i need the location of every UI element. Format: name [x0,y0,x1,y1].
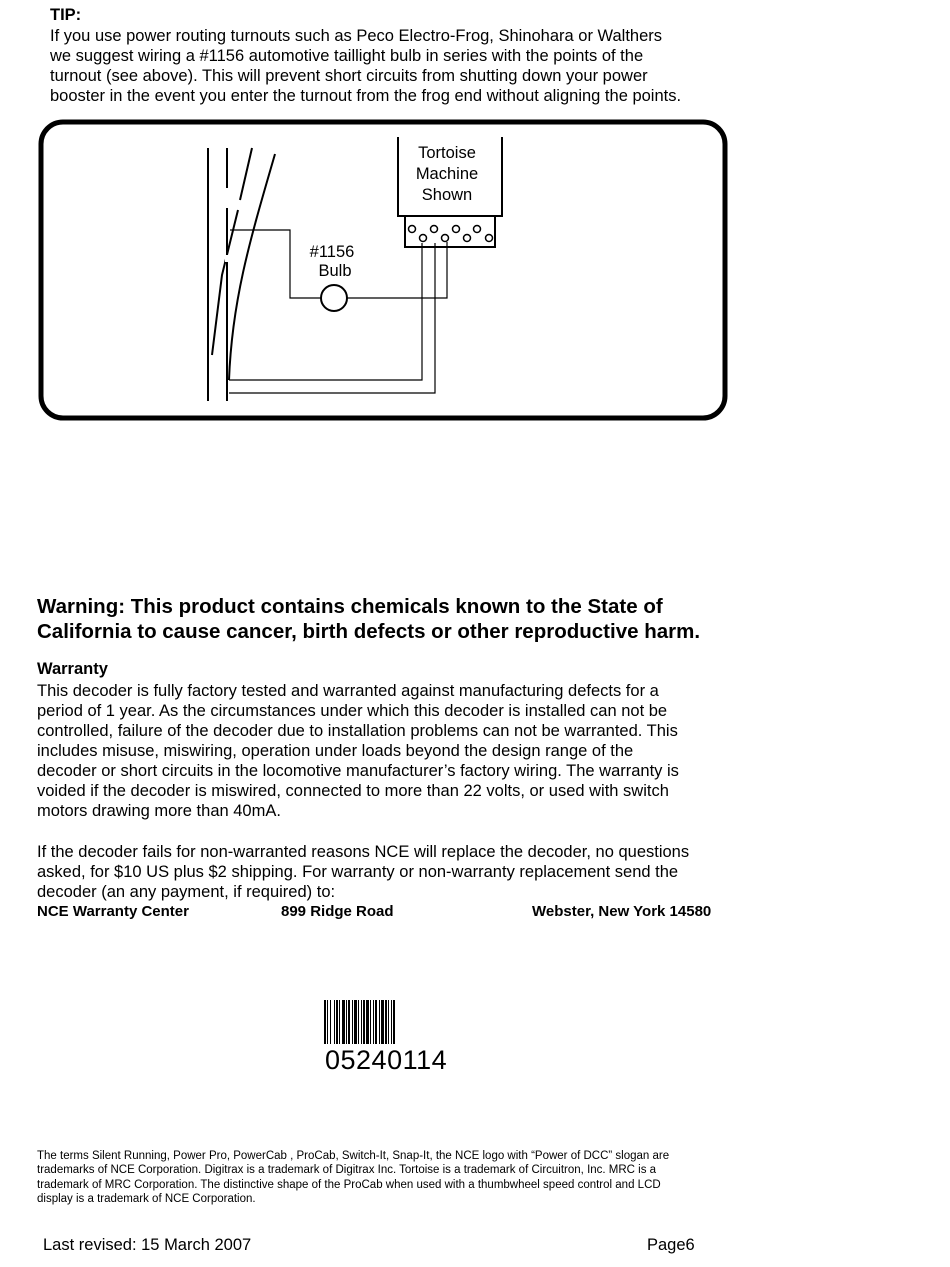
machine-label: Tortoise [418,144,476,162]
warranty-line: decoder or short circuits in the locomotive manufacturer’s factory wiring. The warranty is [37,762,679,780]
barcode [324,1000,450,1044]
bulb-label: Bulb [318,262,352,280]
machine-label: Machine [415,165,479,183]
tip-line: we suggest wiring a #1156 automotive taillight bulb in series with the points of the [50,47,644,65]
address-city: Webster, New York 14580 [532,903,712,920]
warranty-line: voided if the decoder is miswired, connected to more than 22 volts, or used with switch [37,782,669,800]
diagram-border [41,122,725,418]
last-revised: Last revised: 15 March 2007 [43,1236,252,1254]
tip-line: If you use power routing turnouts such as Peco Electro-Frog, Shinohara or Walthers [50,27,663,45]
warranty-line: This decoder is fully factory tested and warranted against manufacturing defects for a [37,682,659,700]
wiring-diagram [0,0,950,440]
tip-title: TIP: [50,6,82,24]
barcode-number: 05240114 [325,1045,448,1075]
tip-line: booster in the event you enter the turnout from the frog end without aligning the points. [50,87,682,105]
tip-line: turnout (see above). This will prevent short circuits from shutting down your power [50,67,648,85]
warranty-line: motors drawing more than 40mA. [37,802,281,820]
trademark-line: The terms Silent Running, Power Pro, PowerCab , ProCab, Switch-It, Snap-It, the NCE logo with “Power of DCC” slogan are [37,1150,670,1162]
replacement-line: decoder (an any payment, if required) to: [37,883,336,901]
warranty-title: Warranty [37,660,108,678]
replacement-line: asked, for $10 US plus $2 shipping. For warranty or non-warranty replacement send the [37,863,679,881]
warning-line: California to cause cancer, birth defects or other reproductive harm. [37,620,701,643]
address-name: NCE Warranty Center [37,903,189,920]
warning-line: Warning: This product contains chemicals known to the State of [37,595,663,618]
bulb-label: #1156 [309,243,355,261]
warranty-line: includes misuse, miswiring, operation under loads beyond the design range of the [37,742,634,760]
machine-label: Shown [421,186,473,204]
trademark-line: display is a trademark of NCE Corporation. [37,1193,256,1205]
bulb-icon [321,285,347,311]
warranty-line: period of 1 year. As the circumstances under which this decoder is installed can not be [37,702,668,720]
replacement-line: If the decoder fails for non-warranted reasons NCE will replace the decoder, no questions [37,843,690,861]
machine-contacts [409,226,493,242]
turnout-track [208,148,275,401]
address-street: 899 Ridge Road [281,903,394,920]
warranty-line: controlled, failure of the decoder due to installation problems can not be warranted. This [37,722,678,740]
trademark-line: trademarks of NCE Corporation. Digitrax is a trademark of Digitrax Inc. Tortoise is a trademark of Circuitron, Inc. MRC is a [37,1164,657,1176]
page-number: Page6 [647,1236,695,1254]
trademark-line: trademark of MRC Corporation. The distinctive shape of the ProCab when used with a thumbwheel speed control and LCD [37,1179,661,1191]
